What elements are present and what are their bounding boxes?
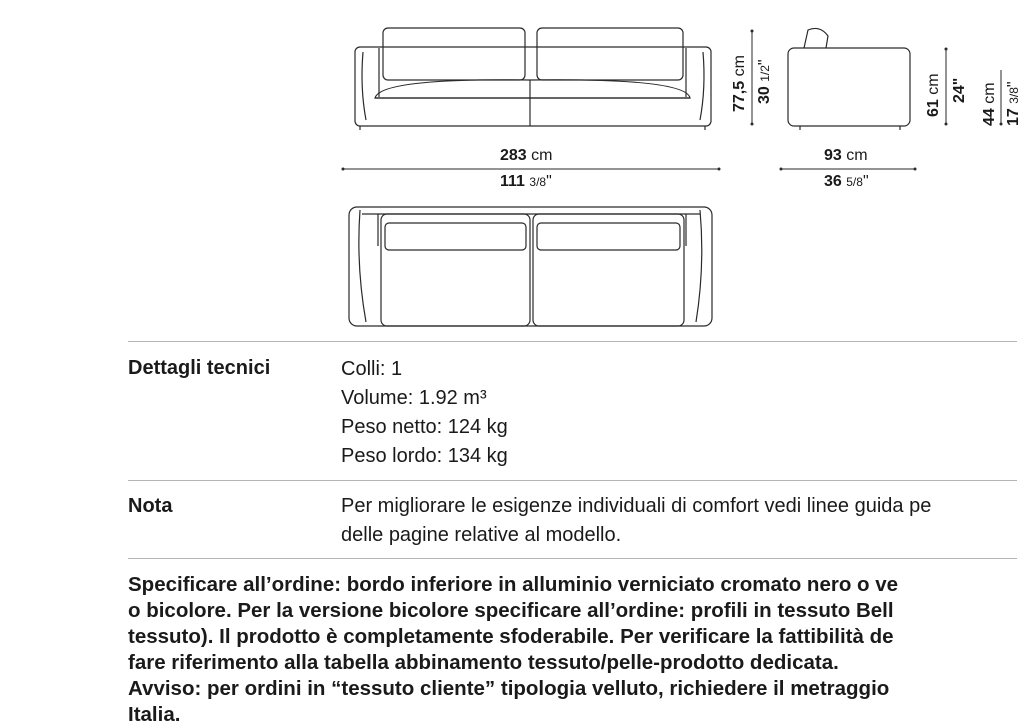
note-line: Per migliorare le esigenze individuali di comfort vedi linee guida pe: [341, 495, 932, 517]
width-inch-label: 111 3/8": [500, 173, 552, 190]
technical-drawings: [0, 0, 1022, 340]
spec-line: Specificare all’ordine: bordo inferiore in alluminio verniciato cromato nero o ve: [128, 573, 899, 596]
spec-line: fare riferimento alla tabella abbinamento tessuto/pelle-prodotto dedicata.: [128, 651, 839, 674]
depth-cm-label: 93 cm: [824, 147, 868, 164]
technical-details-list: [341, 355, 508, 471]
order-specification-text: [128, 572, 1017, 728]
dimension-arrows: [342, 30, 1003, 171]
technical-line: Volume: 1.92 m³: [341, 387, 487, 409]
side-view-drawing: [788, 28, 910, 130]
technical-line: Colli: 1: [341, 358, 403, 380]
spec-line: tessuto). Il prodotto è completamente sfoderabile. Per verificare la fattibilità de: [128, 625, 894, 648]
height-cm-label: 77,5 cm: [731, 55, 748, 112]
top-view-drawing: [349, 207, 712, 326]
seat-height-inch-label: 17 3/8": [1005, 81, 1022, 126]
spec-line: Avviso: per ordini in “tessuto cliente” tipologia velluto, richiedere il metraggio: [128, 677, 890, 700]
technical-line: Peso lordo: 134 kg: [341, 445, 508, 467]
arm-height-cm-label: 61 cm: [925, 73, 942, 117]
sofa-line-drawings: [0, 0, 1017, 340]
width-cm-label: 283 cm: [500, 147, 553, 164]
depth-inch-label: 36 5/8": [824, 173, 869, 190]
note-line: delle pagine relative al modello.: [341, 524, 622, 546]
front-view-drawing: [355, 28, 711, 130]
spec-line: Italia.: [128, 703, 181, 726]
divider-top: [128, 341, 1017, 342]
arm-height-inch-label: 24": [951, 77, 968, 103]
note-heading: Nota: [128, 495, 173, 517]
dimension-lines: [342, 30, 1001, 169]
spec-line: o bicolore. Per la versione bicolore specificare all’ordine: profili in tessuto Bell: [128, 599, 894, 622]
divider-middle: [128, 480, 1017, 481]
technical-details-heading: Dettagli tecnici: [128, 357, 271, 379]
note-text: [341, 492, 931, 550]
divider-bottom: [128, 558, 1017, 559]
technical-line: Peso netto: 124 kg: [341, 416, 508, 438]
seat-height-cm-label: 44 cm: [981, 82, 998, 126]
height-inch-label: 30 1/2": [756, 59, 773, 104]
